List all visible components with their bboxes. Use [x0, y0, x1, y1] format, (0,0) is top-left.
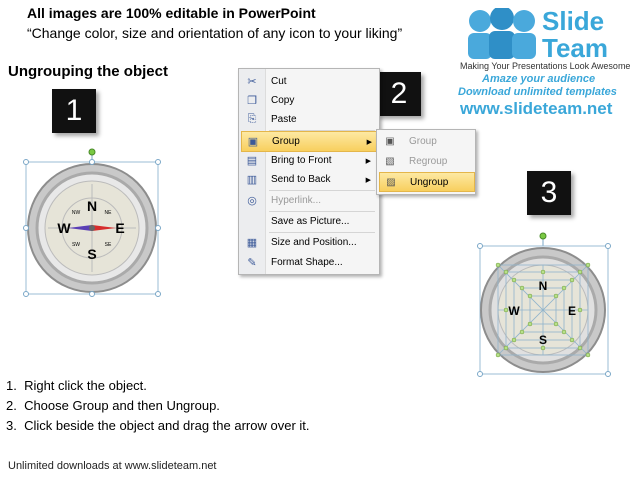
submenu-item-label: Regroup — [409, 155, 448, 167]
menu-item-group[interactable] — [241, 131, 379, 152]
copy-icon: ❐ — [247, 95, 257, 107]
size-position-icon: ▦ — [246, 237, 258, 249]
menu-item-label: Hyperlink... — [271, 195, 322, 206]
group-submenu — [376, 129, 476, 195]
menu-item-label: Save as Picture... — [271, 216, 350, 227]
step-item: 1. Right click the object. — [6, 378, 147, 393]
bring-to-front-icon: ▤ — [246, 155, 258, 167]
submenu-item-regroup[interactable] — [379, 152, 473, 170]
send-to-back-icon: ▥ — [246, 174, 258, 186]
compass-w-label: W — [508, 304, 520, 318]
menu-item-label: Send to Back — [271, 174, 331, 185]
compass-w-label: W — [57, 220, 71, 236]
menu-item-label: Cut — [271, 76, 287, 87]
instruction-steps — [6, 376, 310, 436]
logo-url[interactable]: www.slideteam.net — [460, 99, 613, 118]
compass-se-label: SE — [104, 242, 112, 248]
compass-e-label: E — [115, 220, 125, 236]
compass-s-label: S — [87, 246, 97, 262]
menu-item-send-to-back[interactable] — [241, 170, 377, 189]
header-subtitle: “Change color, size and orientation of any icon to your liking” — [27, 25, 403, 41]
menu-item-label: Format Shape... — [271, 257, 343, 268]
menu-item-bring-to-front[interactable] — [241, 151, 377, 170]
menu-item-label: Group — [272, 136, 300, 147]
regroup-icon: ▧ — [385, 155, 395, 167]
menu-item-save-as-picture[interactable] — [241, 212, 377, 231]
group-icon: ▣ — [247, 136, 259, 148]
step-2-badge: 2 — [377, 72, 421, 116]
menu-item-format-shape[interactable] — [241, 253, 377, 272]
compass-nw-label: NW — [71, 210, 81, 216]
menu-item-label: Size and Position... — [271, 237, 357, 248]
menu-item-size-and-position[interactable] — [241, 233, 377, 252]
compass-object-selected[interactable] — [20, 148, 165, 298]
context-menu — [238, 68, 380, 275]
submenu-item-label: Group — [409, 135, 437, 147]
logo-name-team: Team — [542, 33, 608, 63]
menu-item-cut[interactable] — [241, 72, 377, 91]
compass-ne-label: NE — [104, 210, 112, 216]
compass-s-label: S — [538, 333, 548, 347]
submenu-item-group[interactable] — [379, 132, 473, 150]
header-title: All images are 100% editable in PowerPoint — [27, 5, 316, 21]
step-item: 2. Choose Group and then Ungroup. — [6, 398, 220, 413]
menu-item-label: Paste — [271, 114, 297, 125]
section-heading: Ungrouping the object — [8, 63, 168, 80]
submenu-item-label: Ungroup — [410, 176, 449, 188]
people-logo-icon — [460, 8, 542, 60]
compass-sw-label: SW — [71, 242, 81, 248]
compass-e-label: E — [567, 304, 577, 318]
compass-n-label: N — [538, 279, 548, 293]
format-shape-icon: ✎ — [247, 257, 257, 269]
footer-text: Unlimited downloads at www.slideteam.net — [8, 460, 217, 472]
step-3-badge: 3 — [527, 171, 571, 215]
compass-n-label: N — [86, 198, 98, 214]
menu-item-label: Copy — [271, 95, 295, 106]
submenu-arrow-icon: ▶ — [365, 176, 371, 184]
logo-amaze-text: Amaze your audience — [482, 73, 596, 85]
paste-icon: ⎘ — [247, 113, 257, 125]
step-1-badge: 1 — [52, 89, 96, 133]
ungroup-icon: ▨ — [386, 176, 396, 188]
menu-item-label: Bring to Front — [271, 155, 332, 166]
compass-object-ungrouped[interactable] — [476, 232, 616, 377]
menu-item-paste[interactable] — [241, 110, 377, 129]
menu-item-copy[interactable] — [241, 91, 377, 110]
scissors-icon: ✂ — [247, 76, 257, 88]
hyperlink-icon: ◎ — [247, 195, 257, 207]
logo-download-text: Download unlimited templates — [458, 86, 617, 98]
submenu-arrow-icon: ▶ — [366, 138, 372, 146]
step-item: 3. Click beside the object and drag the arrow over it. — [6, 418, 310, 433]
slideteam-logo — [458, 6, 636, 118]
group-icon: ▣ — [385, 135, 395, 147]
submenu-arrow-icon: ▶ — [365, 157, 371, 165]
logo-tagline: Making Your Presentations Look Awesome — [460, 61, 631, 71]
menu-item-hyperlink[interactable] — [241, 191, 377, 210]
logo-name-slide: Slide — [542, 6, 605, 36]
submenu-item-ungroup[interactable] — [379, 172, 475, 192]
